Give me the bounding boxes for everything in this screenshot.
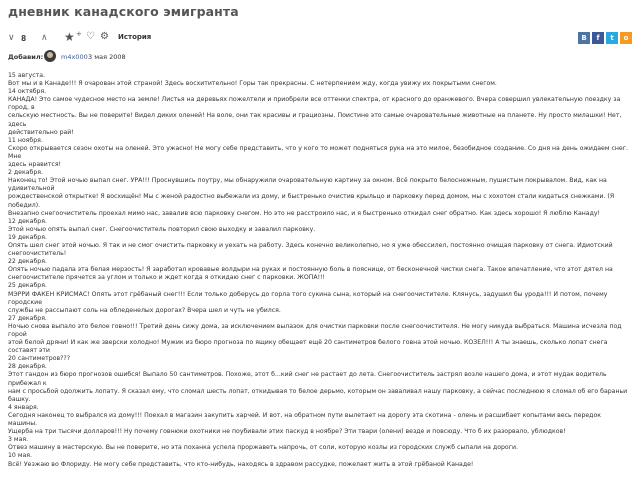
text-line: 15 августа. (8, 72, 45, 79)
text-line: 14 октября. (8, 88, 47, 96)
username-link[interactable]: m4x000 (61, 53, 88, 61)
text-line: Сегодня наконец то выбрался из дому!!! Поехал в магазин закупить харчей. И вот, на обратном пути вылетает на дорогу эта скотина - олень и расшибает копытами весь передок машины. (8, 411, 601, 428)
text-line: действительно рай! (8, 128, 74, 136)
added-label: Добавил: (8, 53, 44, 61)
category-link[interactable]: История (118, 33, 152, 41)
share-buttons (578, 32, 632, 44)
text-line: этой белой дряни! И как же зверски холодно! Мужик из бюро прогноза по ящику обещает ещё 20 сантиметров белого говна этой ночью. КОЗЕЛ!!! А ты знаешь, сколько лопат снега составят эти (8, 339, 608, 355)
vote-up-icon[interactable]: ∧ (41, 33, 48, 43)
text-line: Опять ночью падала эта белая мерзость! Я заработал кровавые волдыри на руках и постоянную боль в пояснице, от бесконечной чистки снега. Такое впечатление, что этот дятел на (8, 266, 613, 274)
text-line: Опять шел снег этой ночью. Я так и не смог очистить парковку и уехать на работу. Здесь конечно великолепно, но я уже обессилел, постоянно очищая парковку от снега. Идиотский (8, 241, 613, 249)
text-line: сельскую местность. Вы не поверите! Видел диких оленей! На воле, они так красивы и грациозны. Поистине это самые очаровательные животные на планете. Ну просто милашки! Нет, здесь (8, 112, 622, 128)
text-line: 4 января. (8, 403, 39, 411)
text-line: Отвез машину в мастерскую. Вы не поверите, но эта поханка успела проржаветь напрочь, от соли, которую козлы из городских служб сыпали на дороги. (8, 444, 518, 452)
text-line: Наконец то! Этой ночью выпал снег. УРА!!! Проснувшись поутру, мы обнаружили очаровательную картину за окном. Всё покрыто белоснежным, пушистым покрывалом. Вид, как на удивительной (8, 177, 607, 193)
text-line: Всё! Уезжаю во Флориду. Не могу себе представить, что кто-нибудь, находясь в здравом рассудке, пожелает жить в этой грёбаной Канаде! (8, 460, 474, 468)
twitter-icon[interactable]: t (606, 32, 618, 44)
text-line: 25 декабря. (8, 282, 47, 290)
post-body (8, 72, 630, 469)
text-line: 12 декабря. (8, 217, 47, 225)
text-line: Этой ночью опять выпал снег. Снегоочиститель повторил свою выходку и завалил парковку. (8, 225, 316, 233)
settings-icon[interactable]: ⚙ (100, 31, 109, 42)
facebook-icon[interactable]: f (592, 32, 604, 44)
page-title: дневник канадского эмигранта (8, 4, 239, 19)
text-line: здесь нравится! (8, 161, 62, 169)
text-line: 19 декабря. (8, 233, 47, 241)
text-line: Ночью снова выпало это белое говно!!! Третий день сижу дома, за исключением вылазок для очистки парковки после снегоочистителя. Не могу никуда выбраться. Машина исчезла под горой (8, 322, 622, 338)
text-line: 2 декабря. (8, 169, 43, 177)
odnoklassniki-icon[interactable]: о (620, 32, 632, 44)
text-line: МЭРРИ ФАКЕН КРИСМАС! Опять этот грёбаный снег!!! Если только доберусь до горла того сукина сына, который на снегоочистителе. Клянусь, задушил бы урода!!! И потом, почему городские (8, 290, 608, 306)
text-line: Ущерба на три тысячи долларов!!! Ну почему говнюки охотники не поубивали этих паскуд в ноябре? Эти твари (олени) везде и повсюду. Что б их разорвало, ублюдков! (8, 428, 566, 436)
vote-down-icon[interactable]: ∨ (8, 33, 15, 43)
text-line: Этот гандон из бюро прогнозов ошибся! Выпало 50 сантиметров. Похоже, этот б...кий снег не растает до лета. Снегоочиститель застрял возле нашего дома, и этот мудак водитель прибежал к (8, 371, 607, 387)
text-line: рождественской открытке! Я восхищён! Мы с женой радостно выбежали из дому, и быстренько очистив крыльцо и парковку перед домом, мы с хохотом стали кидаться снежками. (Я победил). (8, 193, 615, 209)
avatar[interactable] (44, 50, 56, 62)
add-icon[interactable]: + (76, 30, 82, 38)
rating-score: 8 (21, 34, 27, 43)
text-line: Скоро открывается сезон охоты на оленей. Это ужасно! Не могу себе представить, что у кого то может подняться рука на это милое, безобидное создание. Со дня на день ожидаем снег. Мне (8, 144, 628, 160)
text-line: 11 ноября. (8, 136, 43, 144)
text-line: 22 декабря. (8, 258, 47, 266)
text-line: снегоочистителе прячется за углом и только и ждет когда я откидаю снег с парковки. ЖОПА!!! (8, 274, 326, 282)
text-line: 10 мая. (8, 452, 32, 460)
text-line: службы не рассыпают соль на обледенелых дорогах? Вчера шел и чуть не убился. (8, 306, 281, 314)
text-line: 20 сантиметров??? (8, 355, 70, 363)
post-date: 3 мая 2008 (88, 53, 126, 61)
text-line: 28 декабря. (8, 363, 47, 371)
text-line: снегоочиститель! (8, 250, 67, 258)
vk-icon[interactable]: В (578, 32, 590, 44)
text-line: 27 декабря. (8, 314, 47, 322)
text-line: КАНАДА! Это самое чудесное место на земле! Листья на деревьях пожелтели и приобрели все оттенки спектра, от красного до оранжевого. Вчера совершил увлекательную поездку за город, в (8, 96, 621, 112)
favorite-star-icon[interactable]: ★ (64, 30, 75, 44)
rating-toolbar (8, 30, 632, 48)
like-icon[interactable]: ♡ (86, 31, 95, 42)
text-line: Внезапно снегоочиститель проехал мимо нас, завалив всю парковку снегом. Но это не расстроило нас, и я быстренько откидал снег обратно. Как здесь хорошо! Я люблю Канаду! (8, 209, 601, 217)
text-line: Вот мы и в Канаде!!! Я очарован этой страной! Здесь восхитительно! Горы так прекрасны. С нетерпением жду, когда увижу их покрытыми снегом. (8, 80, 497, 88)
text-line: 3 мая. (8, 436, 29, 444)
text-line: нам с просьбой одолжить лопату. Я сказал ему, что сломал шесть лопат, откидывая то белое дерьмо, которым он заваливал нашу парковку, а сейчас последнюю я сломал об его бараньи башку. (8, 387, 628, 403)
